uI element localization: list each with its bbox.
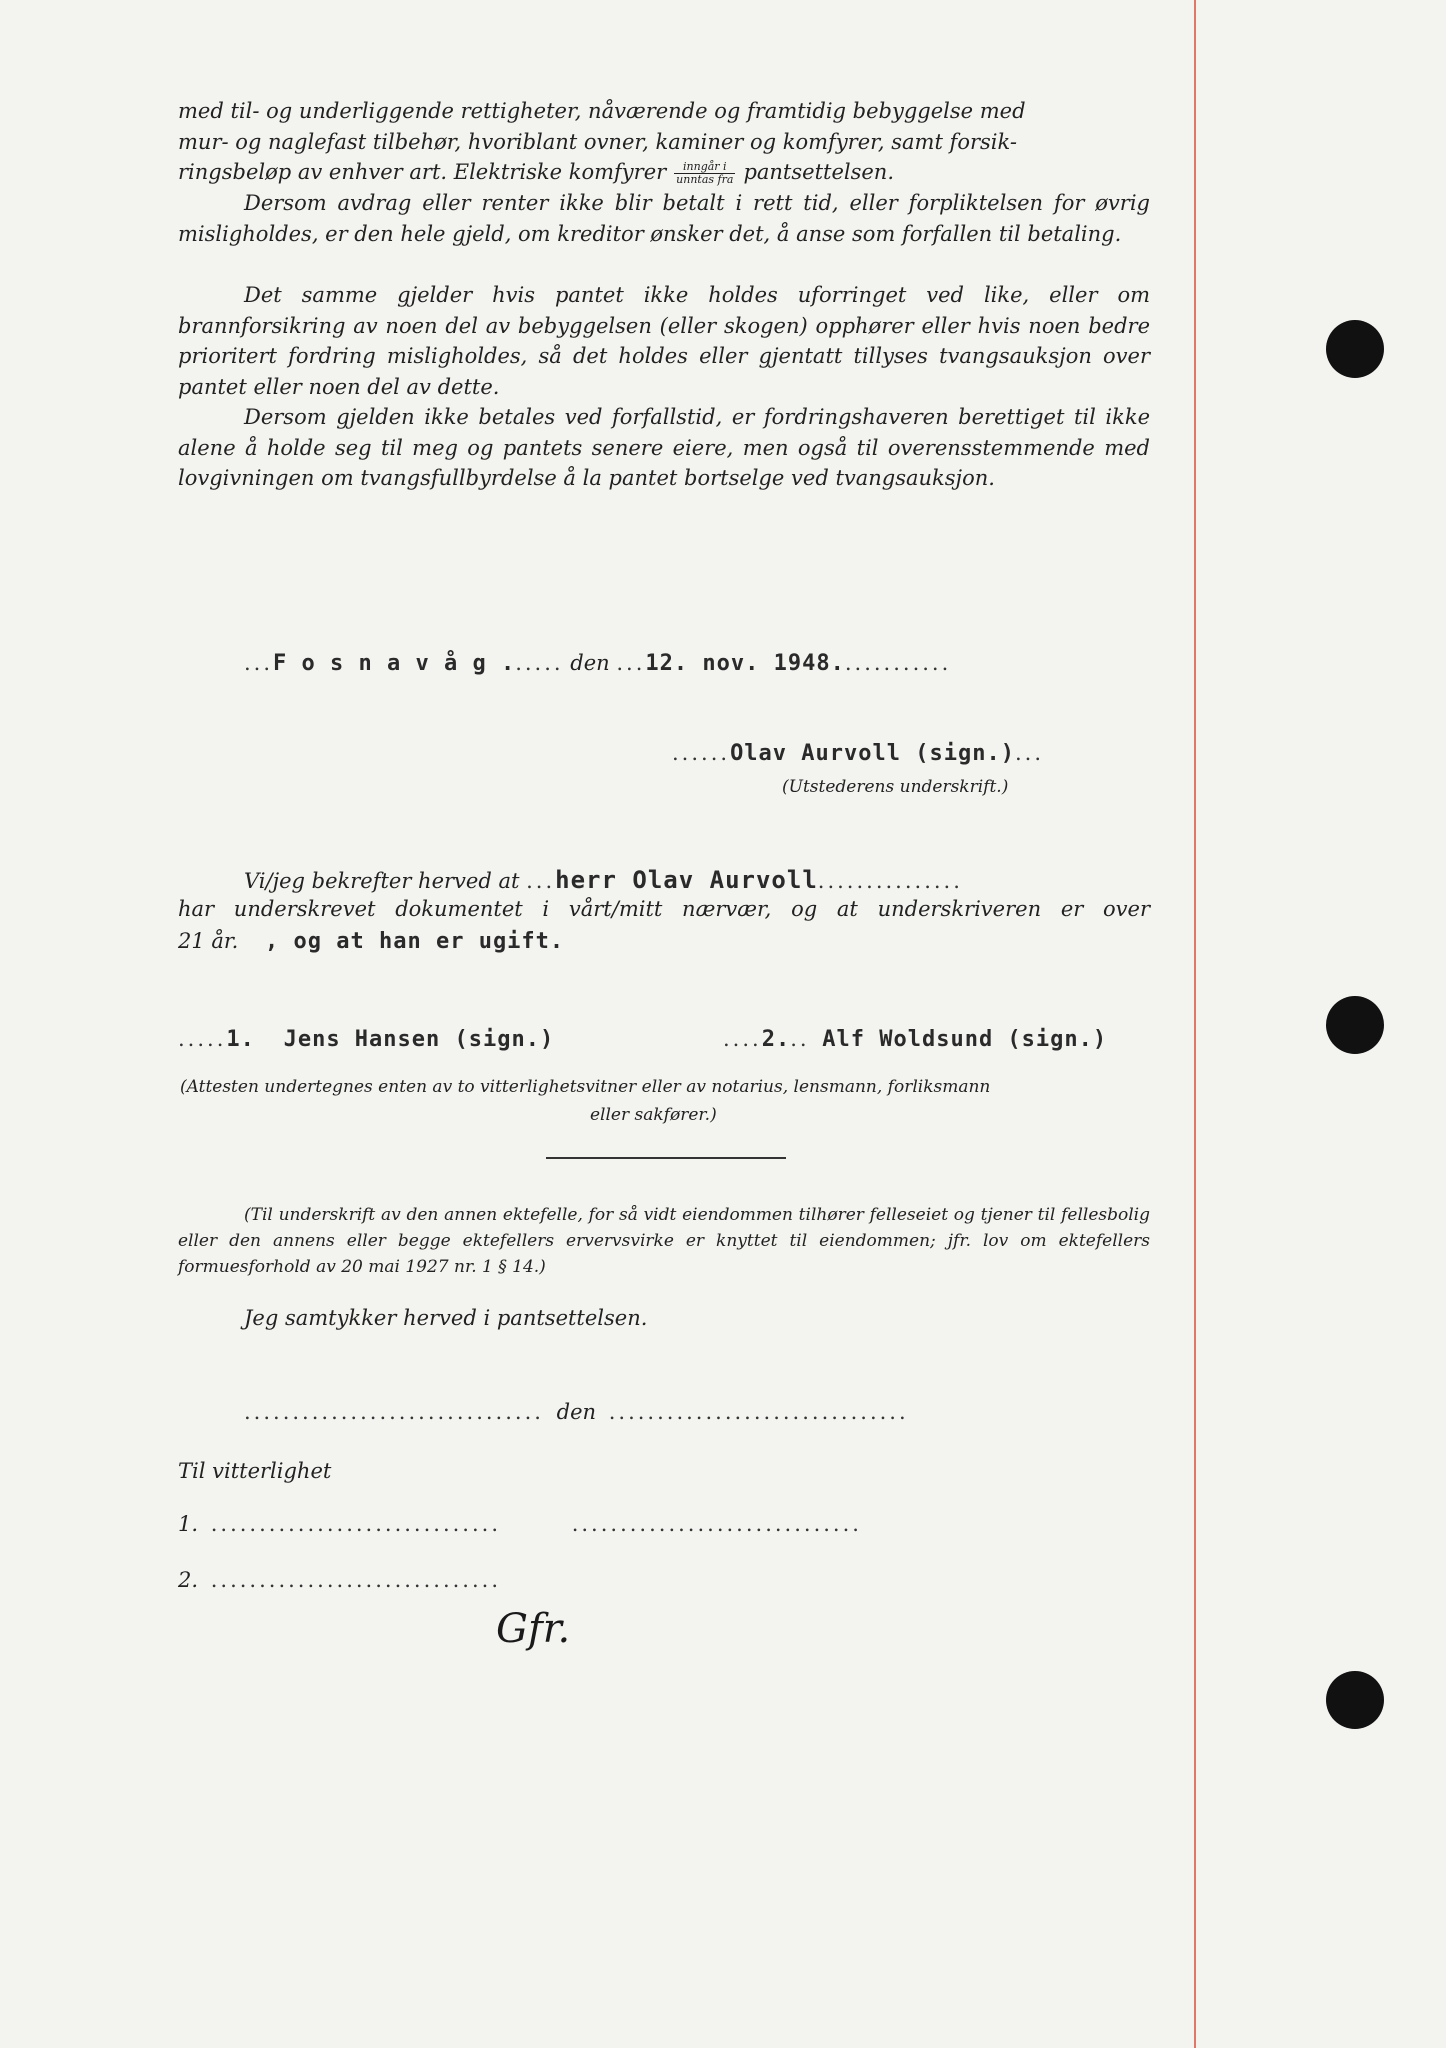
issuer-caption: (Utstederens underskrift.) (782, 777, 1009, 797)
witness2-signature: Alf Woldsund (sign.) (822, 1027, 1108, 1052)
paragraph-default (178, 188, 1150, 249)
witness1-number: 1. (226, 1027, 255, 1052)
punch-hole (1326, 320, 1384, 378)
den-label: den (556, 1400, 597, 1424)
handwritten-initials: Gfr. (496, 1606, 571, 1652)
confirmed-name: herr Olav Aurvoll (555, 866, 818, 894)
text-line: mur- og naglefast tilbehør, hvoriblant ovner, kaminer og komfyrer, samt forsik- (178, 129, 1017, 154)
witness-heading: Til vitterlighet (178, 1459, 332, 1483)
issuer-signature-line: ......Olav Aurvoll (sign.)... (672, 741, 1044, 766)
text-line (178, 157, 1150, 188)
spouse-note (178, 1202, 1150, 1280)
witness2-number: 2. (761, 1027, 791, 1052)
text-segment: pantsettelsen. (743, 160, 894, 184)
typed-addition: , og at han er ugift. (265, 929, 565, 954)
confirm-prefix: Vi/jeg bekrefter herved at (244, 869, 520, 893)
witness1-signature: Jens Hansen (sign.) (283, 1027, 555, 1052)
paragraph-condition (178, 280, 1150, 402)
spouse-witness-line-1: 1. .............................. .............................. (178, 1512, 862, 1536)
fraction-bottom: unntas fra (676, 173, 734, 186)
den-label: den (570, 651, 610, 675)
consent-statement: Jeg samtykker herved i pantsettelsen. (244, 1306, 648, 1330)
date: 12. nov. 1948. (645, 651, 845, 676)
confirm-line: Vi/jeg bekrefter herved at ...herr Olav Aurvoll............... (244, 866, 963, 894)
witness-line: .....1. Jens Hansen (sign.) (178, 1027, 555, 1052)
age-label: 21 år. (178, 929, 239, 953)
attestation-line2: har underskrevet dokumentet i vårt/mitt nærvær, og at underskriveren er over (178, 897, 1150, 921)
spouse-date-line: ............................... den ............................... (244, 1400, 909, 1424)
punch-hole (1326, 1671, 1384, 1729)
issuer-signature: Olav Aurvoll (sign.) (730, 741, 1015, 766)
spouse-note-text: (Til underskrift av den annen ektefelle, for så vidt eiendommen tilhører felleseiet og tjener til fellesbolig eller den annens eller begge ektefellers ervervsvirke er knyttet til eiendommen; jfr. lov om ektefellers formuesforhold av 20 mai 1927 nr. 1 § 14.) (178, 1205, 1150, 1277)
paragraph-text: Dersom avdrag eller renter ikke blir betalt i rett tid, eller forpliktelsen for øvrig misligholdes, er den hele gjeld, om kreditor ønsker det, å anse som forfallen til betaling. (178, 191, 1150, 246)
fraction-choice (674, 161, 735, 186)
paragraph-enforcement (178, 402, 1150, 494)
paragraph-rights (178, 96, 1150, 188)
text-segment: ringsbeløp av enhver art. Elektriske komfyrer (178, 160, 667, 184)
fraction-top: inngår i (674, 161, 735, 174)
punch-hole (1326, 996, 1384, 1054)
red-margin-line (1194, 0, 1196, 2048)
line-number: 1. (178, 1512, 199, 1536)
text-line: med til- og underliggende rettigheter, nåværende og framtidig bebyggelse med (178, 99, 1026, 123)
paragraph-text: Dersom gjelden ikke betales ved forfallstid, er fordringshaveren berettiget til ikke alene å holde seg til meg og pantets senere eiere, men også til overensstemmende med lovgivningen om tvangsfullbyrdelse å la pantet bortselge ved tvangsauksjon. (178, 405, 1150, 490)
attestation-note: (Attesten undertegnes enten av to vitterlighetsvitner eller av notarius, lensmann, forliksmann (180, 1077, 991, 1097)
place-date-line: ...F o s n a v å g ...... den ...12. nov. 1948............ (244, 651, 952, 676)
witness2-line: ....2... Alf Woldsund (sign.) (723, 1027, 1108, 1052)
place: F o s n a v å g . (273, 651, 516, 676)
paragraph-text: Det samme gjelder hvis pantet ikke holdes uforringet ved like, eller om brannforsikring av noen del av bebyggelsen (eller skogen) opphører eller hvis noen bedre prioritert fordring misligholdes, så det holdes eller gjentatt tillyses tvangsauksjon over pantet eller noen del av dette. (178, 283, 1150, 399)
divider (546, 1157, 786, 1159)
line-number: 2. (178, 1568, 199, 1592)
attestation-note-end: eller sakfører.) (590, 1105, 717, 1125)
age-line (178, 929, 564, 954)
spouse-witness-line-2: 2. .............................. (178, 1568, 501, 1592)
